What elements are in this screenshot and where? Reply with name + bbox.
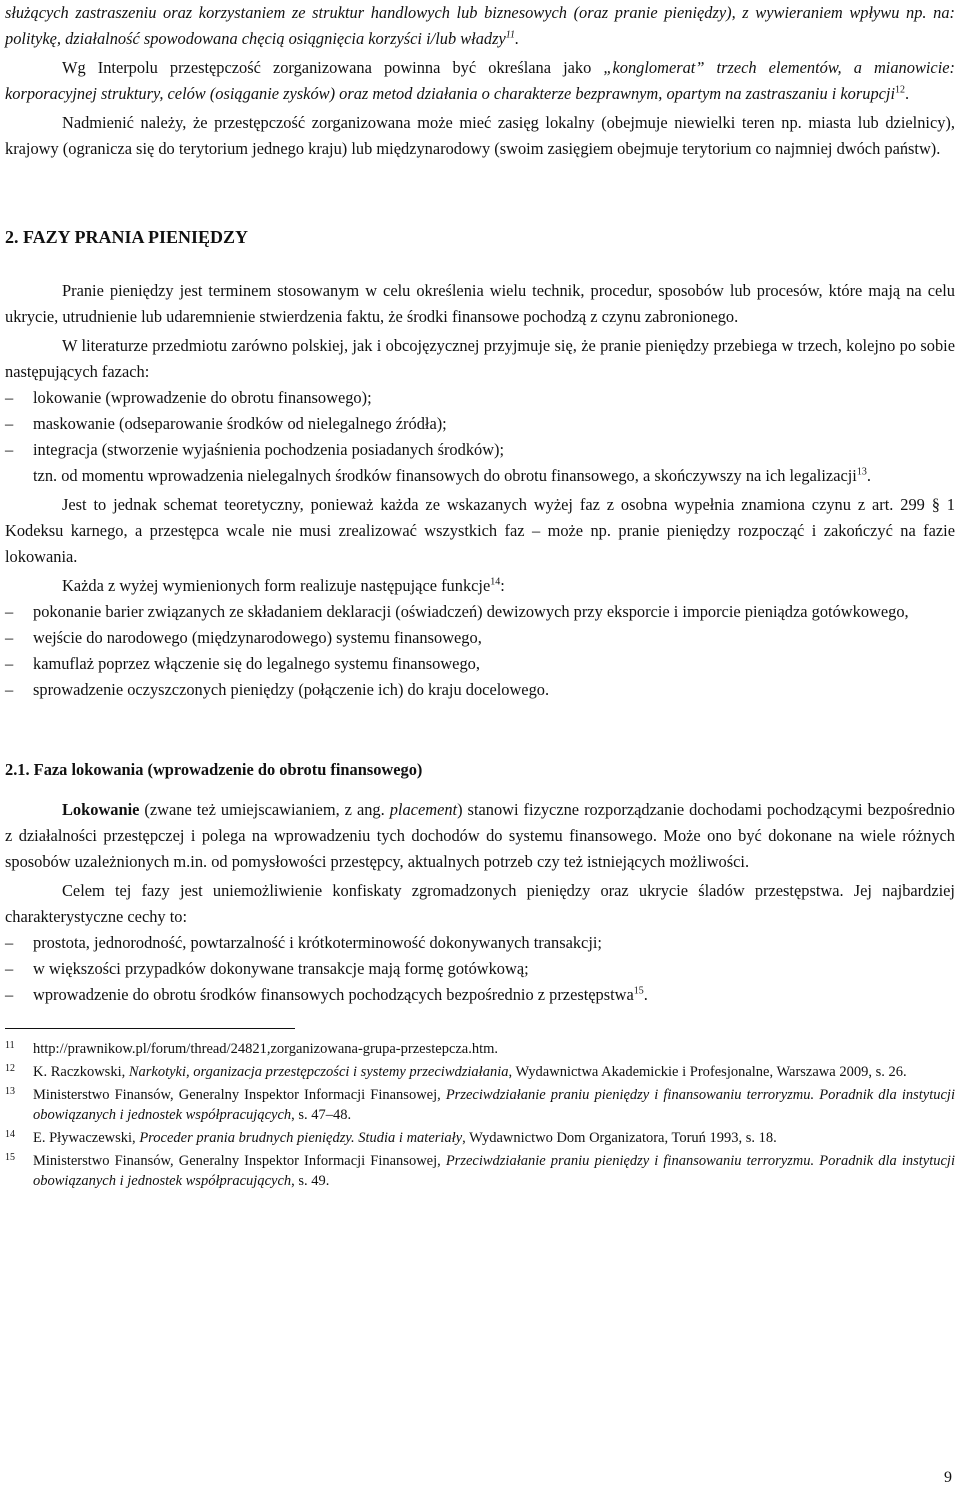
dash-marker: – — [5, 654, 14, 673]
intro-paragraph-3: Nadmienić należy, że przestępczość zorganizowana może mieć zasięg lokalny (obejmuje niewielki teren np. miasta lub dzielnicy), krajowy (ogranicza się do terytorium jednego kraju) lub międzynarodowy (swoim zasięgiem obejmuje terytorium co najmniej dwóch państw). — [5, 113, 955, 158]
list-item — [5, 677, 955, 703]
feature-text: wprowadzenie do obrotu środków finansowych pochodzących bezpośrednio z przestępstwa$^{15}$. — [33, 985, 648, 1004]
footnote-ref-11: 11 — [505, 29, 516, 41]
footnote-number: 12 — [5, 1063, 15, 1074]
feature-text-content: wprowadzenie do obrotu środków finansowych pochodzących bezpośrednio z przestępstwa — [33, 985, 634, 1004]
phase-text: maskowanie (odseparowanie środków od nielegalnego źródła); — [33, 414, 447, 433]
functions-intro: Każda z wyżej wymienionych form realizuje następujące funkcje — [62, 576, 491, 595]
section-2-1-paragraph-1 — [5, 797, 955, 875]
footnote-title: Przeciwdziałanie praniu pieniędzy i finansowaniu terroryzmu. Poradnik dla instytucji obowiązanych i jednostek współpracujących — [33, 1153, 955, 1189]
dash-marker: – — [5, 933, 14, 952]
list-item — [5, 599, 955, 625]
p1-part-b: ) stanowi fizyczne rozporządzanie dochodami pochodzącymi bezpośrednio z działalności przestępczej i polega na wprowadzeniu tych dochodów do systemu finansowego. Może ono być dokonane na wiele różnych sposobów uzależnionych m.in. od pomysłowości przestępcy, aktualnych potrzeb czy też istniejących możliwości. — [5, 800, 955, 871]
footnote-text — [33, 1085, 955, 1125]
footnote-number: 13 — [5, 1086, 15, 1097]
document-page — [5, 0, 955, 1191]
section-2-1-heading: 2.1. Faza lokowania (wprowadzenie do obrotu finansowego) — [5, 760, 423, 779]
dash-marker: – — [5, 388, 14, 407]
function-text: wejście do narodowego (międzynarodowego) systemu finansowego, — [33, 628, 482, 647]
footnote-number: 11 — [5, 1040, 15, 1051]
section-2-paragraph-1: Pranie pieniędzy jest terminem stosowanym w celu określenia wielu technik, procedur, sposobów lub procesów, które mają na celu ukrycie, utrudnienie lub udaremnienie stwierdzenia faktu, że środki finansowe pochodzą z czynu zabronionego. — [5, 281, 955, 326]
phases-summary-text: tzn. od momentu wprowadzenia nielegalnych środków finansowych do obrotu finansowego, a skończywszy na ich legalizacji — [33, 466, 857, 485]
footnote-publisher: , Wydawnictwo Dom Organizatora, Toruń 1993, s. 18. — [462, 1130, 777, 1146]
dash-marker: – — [5, 602, 14, 621]
list-item — [5, 651, 955, 677]
dash-marker: – — [5, 440, 14, 459]
function-text: pokonanie barier związanych ze składaniem deklaracji (oświadczeń) dewizowych przy eksporcie i imporcie pieniądza gotówkowego, — [33, 602, 909, 621]
footnote-ref-14: 14 — [490, 576, 501, 588]
footnote-ref-13: 13 — [856, 466, 867, 478]
p1-part-a: (zwane też umiejscawianiem, z ang. — [139, 800, 390, 819]
footnotes — [5, 1039, 955, 1191]
intro-p2-lead: Wg Interpolu przestępczość zorganizowana powinna być określana jako — [62, 58, 604, 77]
footnote-publisher: , Wydawnictwa Akademickie i Profesjonalne, Warszawa 2009, s. 26. — [508, 1064, 907, 1080]
intro-p1-text: służących zastraszeniu oraz korzystaniem ze struktur handlowych lub biznesowych (oraz pranie pieniędzy), z wywieraniem wpływu np. na: politykę, działalność spowodowana chęcią osiągnięcia korzyści i/lub władzy — [5, 3, 955, 48]
section-2-paragraph-3: Jest to jednak schemat teoretyczny, ponieważ każda ze wskazanych wyżej faz z osobna wypełnia znamiona czynu z art. 299 § 1 Kodeksu karnego, a przestępca wcale nie musi zrealizować wszystkich faz – może np. pranie pieniędzy rozpocząć i zakończyć na fazie lokowania. — [5, 495, 955, 566]
intro-paragraph-1: służących zastraszeniu oraz korzystaniem ze struktur handlowych lub biznesowych (oraz pranie pieniędzy), z wywieraniem wpływu np. na: politykę, działalność spowodowana chęcią osiągnięcia korzyści i/lub władzy$^{11}$. — [5, 3, 955, 48]
footnote-author: E. Pływaczewski, — [33, 1130, 140, 1146]
feature-text: prostota, jednorodność, powtarzalność i krótkoterminowość dokonywanych transakcji; — [33, 933, 602, 952]
section-2-paragraph-2: W literaturze przedmiotu zarówno polskiej, jak i obcojęzycznej przyjmuje się, że pranie pieniędzy przebiega w trzech, kolejno po sobie następujących fazach: — [5, 336, 955, 381]
footnote-title: Przeciwdziałanie praniu pieniędzy i finansowaniu terroryzmu. Poradnik dla instytucji obowiązanych i jednostek współpracujących — [33, 1087, 955, 1123]
list-item — [5, 437, 955, 463]
functions-list — [5, 599, 955, 703]
footnote-author: Ministerstwo Finansów, Generalny Inspektor Informacji Finansowej, — [33, 1087, 446, 1103]
section-2-heading: 2. FAZY PRANIA PIENIĘDZY — [5, 227, 249, 247]
list-item — [5, 956, 955, 982]
phase-text: lokowanie (wprowadzenie do obrotu finansowego); — [33, 388, 372, 407]
list-item — [5, 411, 955, 437]
page-number: 9 — [944, 1469, 952, 1486]
dash-marker: – — [5, 680, 14, 699]
footnote-14 — [5, 1128, 955, 1148]
footnote-number: 15 — [5, 1152, 15, 1163]
section-2-1-paragraph-2: Celem tej fazy jest uniemożliwienie konfiskaty zgromadzonych pieniędzy oraz ukrycie śladów przestępstwa. Jej najbardziej charakterystyczne cechy to: — [5, 881, 955, 926]
section-2-paragraph-4: Każda z wyżej wymienionych form realizuje następujące funkcje$^{14}$: — [62, 576, 505, 595]
footnote-15 — [5, 1151, 955, 1191]
footnote-pages: , s. 49. — [291, 1173, 330, 1189]
list-item — [5, 385, 955, 411]
dash-marker: – — [5, 985, 14, 1004]
function-text: kamuflaż poprzez włączenie się do legalnego systemu finansowego, — [33, 654, 480, 673]
footnote-text — [33, 1062, 955, 1082]
footnote-separator — [5, 1028, 295, 1029]
footnote-pages: , s. 47–48. — [291, 1107, 352, 1123]
footnote-ref-12: 12 — [895, 84, 906, 96]
dash-marker: – — [5, 628, 14, 647]
footnote-title: Narkotyki, organizacja przestępczości i systemy przeciwdziałania — [128, 1064, 509, 1080]
term-lokowanie: Lokowanie — [62, 800, 140, 819]
footnote-11 — [5, 1039, 955, 1059]
phases-summary: tzn. od momentu wprowadzenia nielegalnych środków finansowych do obrotu finansowego, a skończywszy na ich legalizacji$^{13}$. — [33, 466, 871, 485]
term-placement: placement — [389, 800, 458, 819]
footnote-12 — [5, 1062, 955, 1082]
features-list — [5, 930, 955, 1008]
intro-p2-italic: „konglomerat” trzech elementów, a mianowicie: korporacyjnej struktury, celów (osiąganie zysków) oraz metod działania o charakterze bezprawnym, opartym na zastraszaniu i korupcji — [5, 58, 955, 103]
intro-paragraph-2: Wg Interpolu przestępczość zorganizowana powinna być określana jako „konglomerat” trzech elementów, a mianowicie: korporacyjnej struktury, celów (osiąganie zysków) oraz metod działania o charakterze bezprawnym, opartym na zastraszaniu i korupcji$^{12}$. — [5, 58, 955, 103]
footnote-number: 14 — [5, 1129, 15, 1140]
footnote-author: Ministerstwo Finansów, Generalny Inspektor Informacji Finansowej, — [33, 1153, 446, 1169]
function-text: sprowadzenie oczyszczonych pieniędzy (połączenie ich) do kraju docelowego. — [33, 680, 550, 699]
footnote-13 — [5, 1085, 955, 1125]
footnote-link[interactable]: http://prawnikow.pl/forum/thread/24821,zorganizowana-grupa-przestepcza.htm. — [33, 1041, 499, 1057]
dash-marker: – — [5, 959, 14, 978]
phase-text: integracja (stworzenie wyjaśnienia pochodzenia posiadanych środków); — [33, 440, 505, 459]
footnote-text — [33, 1128, 955, 1148]
dash-marker: – — [5, 414, 14, 433]
phases-list — [5, 385, 955, 463]
list-item — [5, 625, 955, 651]
footnote-text — [33, 1151, 955, 1191]
feature-text: w większości przypadków dokonywane transakcje mają formę gotówkową; — [33, 959, 529, 978]
footnote-ref-15: 15 — [633, 985, 644, 997]
footnote-title: Proceder prania brudnych pieniędzy. Studia i materiały — [139, 1130, 463, 1146]
list-item — [5, 930, 955, 956]
footnote-author: K. Raczkowski, — [33, 1064, 129, 1080]
list-item — [5, 982, 955, 1008]
